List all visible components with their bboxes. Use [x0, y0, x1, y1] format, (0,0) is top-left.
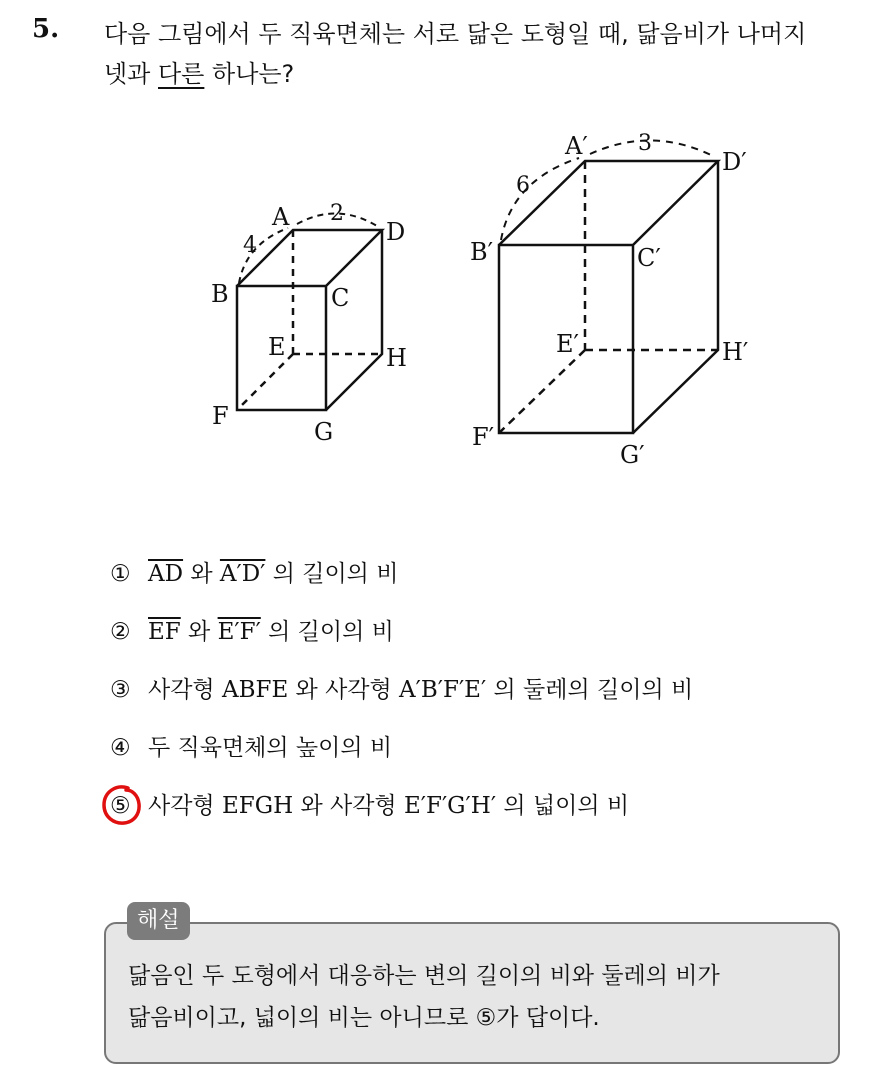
- question-line-1: 다음 그림에서 두 직육면체는 서로 닮은 도형일 때, 닮음비가 나머지: [104, 20, 807, 48]
- large-label-h: H′: [722, 338, 749, 366]
- choice-1-segment-a-d-prime: A′D′: [219, 561, 266, 587]
- solution-line-2: 닮음비이고, 넓이의 비는 아니므로 ⑤가 답이다.: [128, 1005, 600, 1031]
- choice-1-text-b: 의 길이의 비: [265, 561, 399, 587]
- choice-5-quad-efgh: EFGH: [221, 793, 294, 819]
- solution-line-1: 닮음인 두 도형에서 대응하는 변의 길이의 비와 둘레의 비가: [128, 963, 720, 989]
- choice-4-number: ④: [110, 735, 131, 761]
- small-label-b: B: [211, 280, 229, 308]
- choice-2-text-a: 와: [180, 619, 218, 645]
- choice-3-text-a: 사각형: [148, 677, 222, 703]
- choice-3-quad-abfe: ABFE: [221, 677, 289, 703]
- large-label-c: C′: [637, 244, 661, 272]
- choice-3-text-c: 의 둘레의 길이의 비: [486, 677, 694, 703]
- large-hidden-edges: [499, 161, 718, 433]
- small-solid-edges: [237, 230, 382, 410]
- small-cuboid: [237, 213, 382, 410]
- large-cuboid: [499, 140, 718, 433]
- choice-5[interactable]: [110, 788, 693, 824]
- large-edge-ab-length: 6: [516, 173, 530, 198]
- choice-4-text: 두 직육면체의 높이의 비: [148, 735, 393, 761]
- small-label-c: C: [331, 284, 350, 312]
- small-edge-ab-length: 4: [243, 233, 257, 258]
- question-underlined-word: 다른: [158, 60, 205, 88]
- small-label-f: F: [212, 402, 229, 430]
- large-label-a: A′: [565, 132, 588, 160]
- choice-5-text-b: 와 사각형: [293, 793, 404, 819]
- question-line-2-post: 하나는?: [204, 60, 295, 88]
- large-label-b: B′: [470, 238, 494, 266]
- large-label-g: G′: [620, 441, 645, 469]
- cuboid-figure: [0, 120, 884, 480]
- large-edge-ad-length: 3: [638, 131, 652, 156]
- question-number: 5.: [32, 14, 60, 44]
- answer-choices: [110, 556, 693, 846]
- small-hidden-edges: [237, 230, 382, 410]
- choice-3[interactable]: [110, 672, 693, 708]
- small-label-h: H: [386, 344, 407, 372]
- choice-2[interactable]: [110, 614, 693, 650]
- choice-2-number: ②: [110, 619, 131, 645]
- choice-5-number: ⑤: [110, 793, 131, 819]
- small-label-d: D: [386, 218, 406, 246]
- solution-text: [128, 955, 828, 1039]
- answer-circle-mark: [98, 782, 146, 828]
- large-label-e: E′: [556, 330, 579, 358]
- small-label-e: E: [268, 333, 286, 361]
- choice-2-segment-e-f-prime: E′F′: [217, 619, 261, 645]
- question-text: [104, 14, 864, 94]
- choice-2-text-b: 의 길이의 비: [260, 619, 394, 645]
- choice-5-quad-prime: E′F′G′H′: [403, 793, 497, 819]
- choice-1-text-a: 와: [183, 561, 220, 587]
- choice-2-segment-ef: $\overline{EF}$: [148, 619, 181, 645]
- large-solid-edges: [499, 161, 718, 433]
- choice-5-text-a: 사각형: [148, 793, 222, 819]
- small-edge-ad-length: 2: [330, 201, 344, 226]
- solution-tag: 해설: [127, 902, 190, 940]
- small-label-g: G: [314, 418, 334, 446]
- large-cuboid-labels: [470, 131, 748, 469]
- choice-4[interactable]: [110, 730, 693, 766]
- question-line-2-pre: 넷과: [104, 60, 158, 88]
- choice-1[interactable]: [110, 556, 693, 592]
- large-label-d: D′: [722, 148, 747, 176]
- choice-5-text-c: 의 넓이의 비: [496, 793, 630, 819]
- large-arc-ab: [501, 158, 579, 240]
- small-label-a: A: [272, 203, 290, 231]
- choice-3-text-b: 와 사각형: [288, 677, 400, 703]
- large-label-f: F′: [472, 423, 495, 451]
- choice-3-quad-prime: A′B′F′E′: [399, 677, 487, 703]
- question-line-2: [104, 54, 864, 94]
- choice-3-number: ③: [110, 677, 131, 703]
- choice-1-number: ①: [110, 561, 131, 587]
- choice-1-segment-ad: $\overline{AD}$: [148, 561, 184, 587]
